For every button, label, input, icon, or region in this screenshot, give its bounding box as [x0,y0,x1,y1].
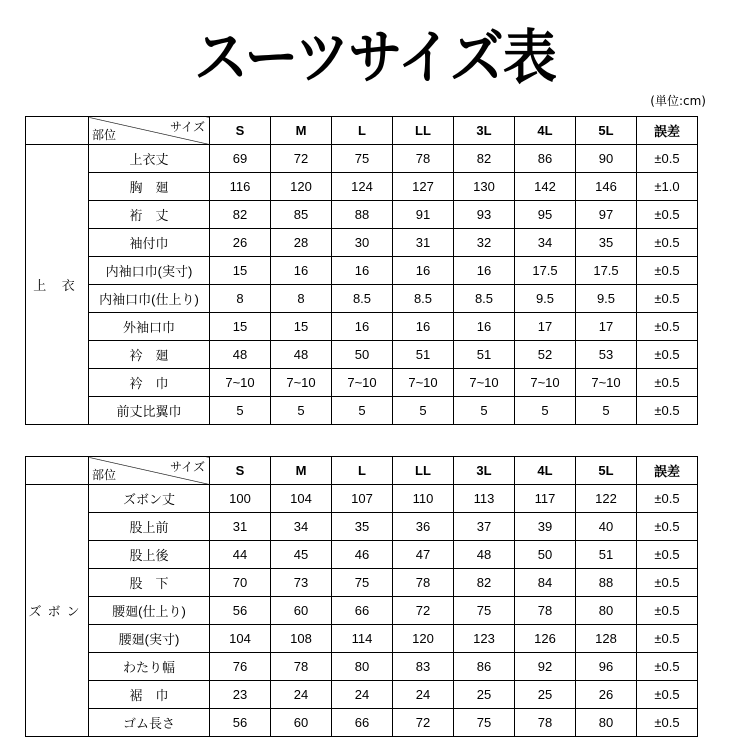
value-cell: 16 [454,257,515,285]
table-row [26,229,698,257]
value-cell: 9.5 [576,285,637,313]
value-cell: 126 [515,625,576,653]
value-cell: 51 [576,541,637,569]
value-cell: 117 [515,485,576,513]
tolerance-cell: ±0.5 [637,597,698,625]
page-title: スーツサイズ表 [194,23,556,92]
value-cell: 50 [515,541,576,569]
value-cell: 56 [210,597,271,625]
part-name-cell: 衿 廻 [89,341,210,369]
tolerance-cell: ±0.5 [637,709,698,737]
value-cell: 128 [576,625,637,653]
table-row [26,173,698,201]
value-cell: 8 [210,285,271,313]
size-part-header [89,117,210,145]
unit-note: (単位:cm) [650,94,706,108]
value-cell: 48 [454,541,515,569]
value-cell: 91 [393,201,454,229]
value-cell: 17 [576,313,637,341]
value-cell: 8.5 [393,285,454,313]
value-cell: 16 [271,257,332,285]
tolerance-cell: ±0.5 [637,229,698,257]
part-header-label: 部位 [92,468,117,482]
value-cell: 86 [515,145,576,173]
value-cell: 8.5 [454,285,515,313]
tolerance-cell: ±1.0 [637,173,698,201]
tolerance-cell: ±0.5 [637,681,698,709]
tolerance-cell: ±0.5 [637,257,698,285]
tolerance-cell: ±0.5 [637,513,698,541]
value-cell: 36 [393,513,454,541]
part-name-cell: 股上後 [89,541,210,569]
value-cell: 35 [576,229,637,257]
tolerance-cell: ±0.5 [637,369,698,397]
value-cell: 24 [332,681,393,709]
value-cell: 23 [210,681,271,709]
part-name-cell: 腰廻(実寸) [89,625,210,653]
part-name-cell: 内袖口巾(仕上り) [89,285,210,313]
section-label: 上 衣 [26,145,89,425]
value-cell: 15 [210,257,271,285]
value-cell: 24 [393,681,454,709]
tolerance-cell: ±0.5 [637,397,698,425]
value-cell: 76 [210,653,271,681]
value-cell: 47 [393,541,454,569]
value-cell: 16 [332,257,393,285]
value-cell: 114 [332,625,393,653]
value-cell: 16 [332,313,393,341]
value-cell: 92 [515,653,576,681]
tolerance-cell: ±0.5 [637,653,698,681]
value-cell: 8 [271,285,332,313]
size-header-m: M [271,457,332,485]
value-cell: 80 [576,709,637,737]
value-cell: 120 [393,625,454,653]
size-header-ll: LL [393,117,454,145]
table-row [26,369,698,397]
value-cell: 7~10 [393,369,454,397]
value-cell: 44 [210,541,271,569]
jacket-header-row [26,117,698,145]
value-cell: 104 [271,485,332,513]
pants-header-row [26,457,698,485]
header-blank-cell [26,457,89,485]
value-cell: 15 [271,313,332,341]
value-cell: 84 [515,569,576,597]
value-cell: 70 [210,569,271,597]
value-cell: 75 [454,709,515,737]
value-cell: 16 [393,257,454,285]
table-row [26,653,698,681]
size-header-label: サイズ [169,120,205,134]
value-cell: 127 [393,173,454,201]
value-cell: 28 [271,229,332,257]
value-cell: 7~10 [515,369,576,397]
part-name-cell: 衿 巾 [89,369,210,397]
size-part-header [89,457,210,485]
tolerance-header: 誤差 [637,457,698,485]
value-cell: 17.5 [576,257,637,285]
tolerance-cell: ±0.5 [637,541,698,569]
value-cell: 78 [515,709,576,737]
value-cell: 120 [271,173,332,201]
value-cell: 5 [454,397,515,425]
value-cell: 69 [210,145,271,173]
value-cell: 25 [515,681,576,709]
value-cell: 107 [332,485,393,513]
value-cell: 116 [210,173,271,201]
value-cell: 32 [454,229,515,257]
value-cell: 17 [515,313,576,341]
value-cell: 108 [271,625,332,653]
value-cell: 5 [271,397,332,425]
value-cell: 78 [271,653,332,681]
value-cell: 60 [271,597,332,625]
value-cell: 66 [332,709,393,737]
table-row [26,569,698,597]
tolerance-cell: ±0.5 [637,313,698,341]
value-cell: 52 [515,341,576,369]
value-cell: 80 [332,653,393,681]
value-cell: 66 [332,597,393,625]
value-cell: 46 [332,541,393,569]
value-cell: 75 [332,569,393,597]
value-cell: 15 [210,313,271,341]
value-cell: 51 [454,341,515,369]
value-cell: 25 [454,681,515,709]
part-name-cell: 前丈比翼巾 [89,397,210,425]
table-row [26,541,698,569]
value-cell: 50 [332,341,393,369]
value-cell: 9.5 [515,285,576,313]
part-name-cell: 股 下 [89,569,210,597]
value-cell: 90 [576,145,637,173]
value-cell: 88 [332,201,393,229]
tolerance-cell: ±0.5 [637,285,698,313]
value-cell: 110 [393,485,454,513]
value-cell: 60 [271,709,332,737]
table-row [26,285,698,313]
value-cell: 72 [393,709,454,737]
value-cell: 24 [271,681,332,709]
value-cell: 5 [576,397,637,425]
value-cell: 48 [210,341,271,369]
value-cell: 78 [393,145,454,173]
value-cell: 100 [210,485,271,513]
value-cell: 31 [393,229,454,257]
section-label: ズボン [26,485,89,737]
value-cell: 5 [515,397,576,425]
value-cell: 124 [332,173,393,201]
part-name-cell: 内袖口巾(実寸) [89,257,210,285]
value-cell: 45 [271,541,332,569]
part-name-cell: 袖付巾 [89,229,210,257]
value-cell: 86 [454,653,515,681]
value-cell: 30 [332,229,393,257]
value-cell: 34 [271,513,332,541]
value-cell: 8.5 [332,285,393,313]
value-cell: 5 [393,397,454,425]
value-cell: 48 [271,341,332,369]
size-header-s: S [210,457,271,485]
size-header-3l: 3L [454,457,515,485]
value-cell: 93 [454,201,515,229]
table-row [26,625,698,653]
value-cell: 31 [210,513,271,541]
value-cell: 113 [454,485,515,513]
value-cell: 85 [271,201,332,229]
value-cell: 95 [515,201,576,229]
part-header-label: 部位 [92,128,117,142]
tolerance-cell: ±0.5 [637,625,698,653]
table-row [26,313,698,341]
value-cell: 7~10 [210,369,271,397]
value-cell: 83 [393,653,454,681]
value-cell: 142 [515,173,576,201]
size-header-l: L [332,457,393,485]
value-cell: 130 [454,173,515,201]
value-cell: 26 [576,681,637,709]
tolerance-cell: ±0.5 [637,569,698,597]
table-row [26,145,698,173]
part-name-cell: 股上前 [89,513,210,541]
part-name-cell: 外袖口巾 [89,313,210,341]
part-name-cell: ゴム長さ [89,709,210,737]
size-header-5l: 5L [576,457,637,485]
value-cell: 34 [515,229,576,257]
value-cell: 72 [271,145,332,173]
value-cell: 80 [576,597,637,625]
table-row [26,485,698,513]
value-cell: 88 [576,569,637,597]
size-header-4l: 4L [515,117,576,145]
table-row [26,709,698,737]
tolerance-cell: ±0.5 [637,485,698,513]
part-name-cell: わたり幅 [89,653,210,681]
size-header-5l: 5L [576,117,637,145]
table-row [26,201,698,229]
value-cell: 72 [393,597,454,625]
tolerance-cell: ±0.5 [637,145,698,173]
table-row [26,397,698,425]
part-name-cell: 腰廻(仕上り) [89,597,210,625]
value-cell: 97 [576,201,637,229]
table-row [26,341,698,369]
table-row [26,513,698,541]
value-cell: 146 [576,173,637,201]
part-name-cell: 裄 丈 [89,201,210,229]
value-cell: 40 [576,513,637,541]
value-cell: 39 [515,513,576,541]
size-header-label: サイズ [169,460,205,474]
value-cell: 16 [454,313,515,341]
value-cell: 122 [576,485,637,513]
value-cell: 82 [454,569,515,597]
value-cell: 5 [210,397,271,425]
pants-size-table [25,456,698,737]
value-cell: 26 [210,229,271,257]
part-name-cell: 裾 巾 [89,681,210,709]
value-cell: 73 [271,569,332,597]
value-cell: 56 [210,709,271,737]
value-cell: 123 [454,625,515,653]
value-cell: 78 [393,569,454,597]
value-cell: 104 [210,625,271,653]
value-cell: 7~10 [576,369,637,397]
table-row [26,257,698,285]
size-header-s: S [210,117,271,145]
size-header-4l: 4L [515,457,576,485]
value-cell: 82 [210,201,271,229]
value-cell: 75 [332,145,393,173]
value-cell: 82 [454,145,515,173]
value-cell: 5 [332,397,393,425]
size-header-ll: LL [393,457,454,485]
size-header-3l: 3L [454,117,515,145]
part-name-cell: ズボン丈 [89,485,210,513]
header-blank-cell [26,117,89,145]
value-cell: 16 [393,313,454,341]
value-cell: 7~10 [332,369,393,397]
tolerance-cell: ±0.5 [637,201,698,229]
size-header-m: M [271,117,332,145]
value-cell: 53 [576,341,637,369]
value-cell: 35 [332,513,393,541]
value-cell: 51 [393,341,454,369]
tolerance-cell: ±0.5 [637,341,698,369]
size-header-l: L [332,117,393,145]
value-cell: 37 [454,513,515,541]
table-row [26,681,698,709]
value-cell: 17.5 [515,257,576,285]
value-cell: 96 [576,653,637,681]
jacket-size-table [25,116,698,425]
table-row [26,597,698,625]
value-cell: 75 [454,597,515,625]
tolerance-header: 誤差 [637,117,698,145]
value-cell: 78 [515,597,576,625]
value-cell: 7~10 [271,369,332,397]
part-name-cell: 上衣丈 [89,145,210,173]
value-cell: 7~10 [454,369,515,397]
part-name-cell: 胸 廻 [89,173,210,201]
